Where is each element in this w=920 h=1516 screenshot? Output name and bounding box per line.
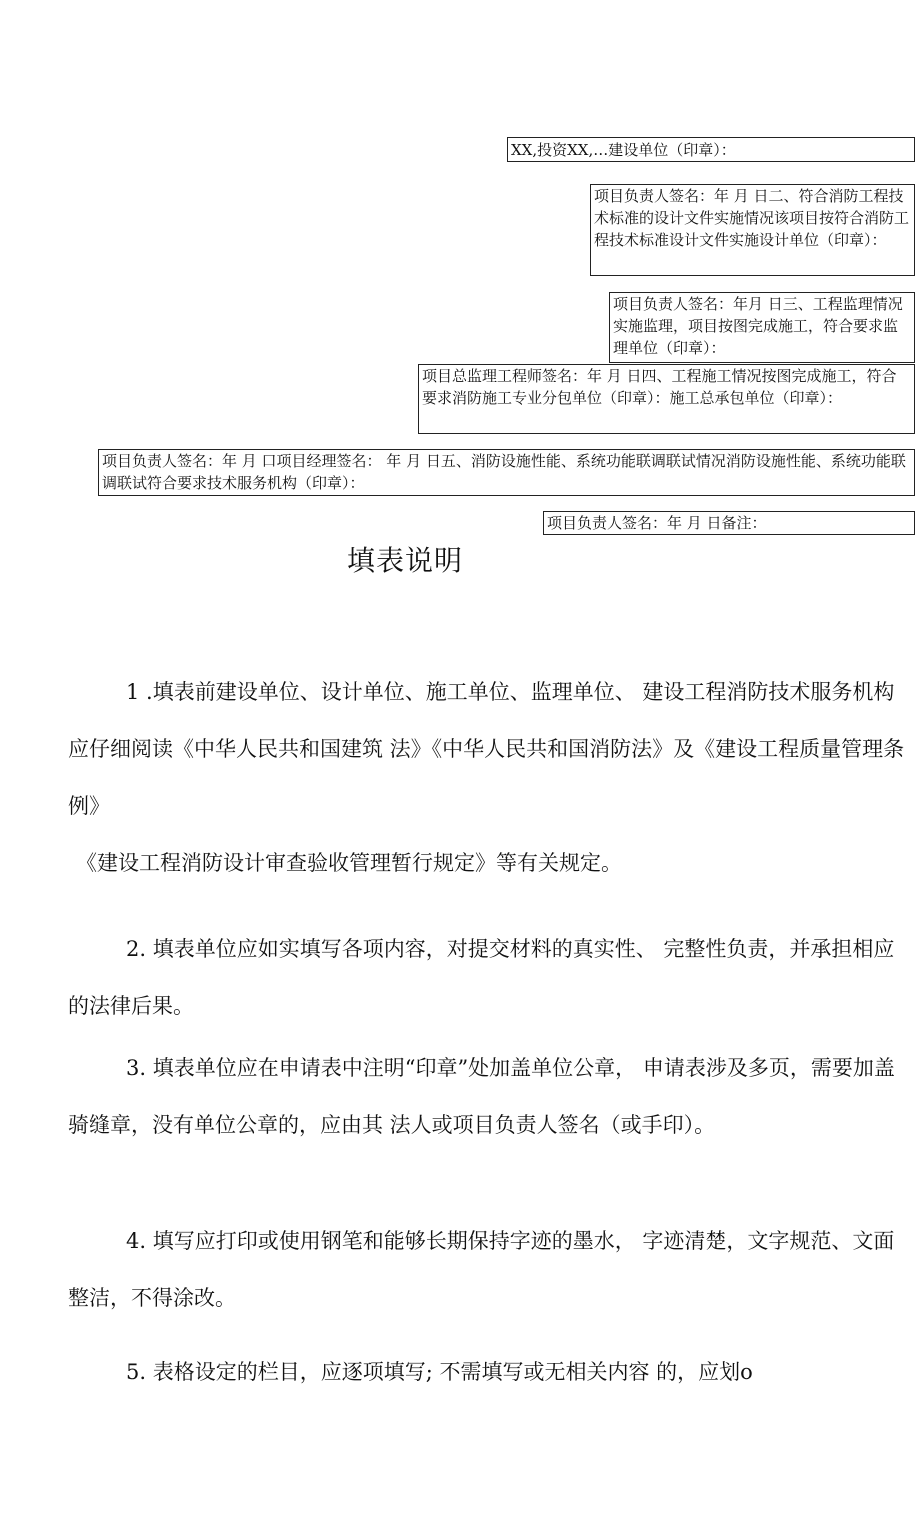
instruction-text: 1 .填表前建设单位、设计单位、施工单位、监理单位、 建设工程消防技术服务机构应仔细阅读《中华人民共和国建筑 法》《中华人民共和国消防法》及《建设工程质量管理条例》 [68, 680, 905, 818]
instruction-text: 3. 填表单位应在申请表中注明“印章”处加盖单位公章， 申请表涉及多页，需要加盖骑缝章，没有单位公章的，应由其 法人或项目负责人签名（或手印）。 [68, 1056, 895, 1137]
instruction-paragraph-4 [68, 1213, 914, 1327]
instruction-text: 5. 表格设定的栏目，应逐项填写; 不需填写或无相关内容 的，应划o [126, 1360, 753, 1384]
instruction-paragraph-1-cont: 《建设工程消防设计审查验收管理暂行规定》等有关规定。 [76, 851, 622, 875]
form-box-construction-unit: XX,投资XX,…建设单位（印章）： [507, 137, 915, 162]
instruction-text: 4. 填写应打印或使用钢笔和能够长期保持字迹的墨水， 字迹清楚，文字规范、文面整洁，不得涂改。 [68, 1229, 895, 1310]
page-title: 填表说明 [346, 544, 463, 577]
instruction-paragraph-1 [68, 664, 914, 835]
instruction-paragraph-2 [68, 921, 914, 1035]
form-box-design-unit: 项目负责人签名：年 月 日二、符合消防工程技术标准的设计文件实施情况该项目按符合消防工程技术标准设计文件实施设计单位（印章）： [590, 184, 915, 276]
form-box-supervision-unit: 项目负责人签名：年月 日三、工程监理情况实施监理，项目按图完成施工，符合要求监理单位（印章）： [609, 292, 915, 363]
form-box-remarks: 项目负责人签名：年 月 日备注： [543, 511, 915, 535]
form-box-technical-service: 项目负责人签名：年 月 口项目经理签名： 年 月 日五、消防设施性能、系统功能联调联试情况消防设施性能、系统功能联调联试符合要求技术服务机构（印章）： [98, 449, 915, 496]
instruction-text: 2. 填表单位应如实填写各项内容，对提交材料的真实性、 完整性负责，并承担相应的法律后果。 [68, 937, 895, 1018]
instruction-paragraph-3 [68, 1040, 914, 1154]
form-box-construction-contractor: 项目总监理工程师签名：年 月 日四、工程施工情况按图完成施工，符合要求消防施工专业分包单位（印章）：施工总承包单位（印章）： [418, 364, 915, 434]
instruction-paragraph-5 [68, 1344, 914, 1404]
